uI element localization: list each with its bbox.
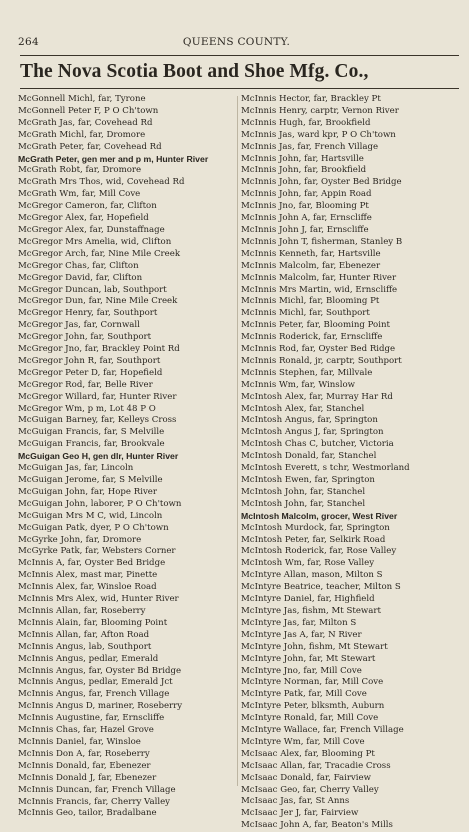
directory-entry: McIsaac Jer J, far, Fairview xyxy=(241,808,359,819)
directory-entry: McGonnell Peter F, P O Ch'town xyxy=(18,105,159,116)
directory-entry: McIsaac Alex, far, Blooming Pt xyxy=(241,748,375,759)
directory-entry: McIntyre Wallace, far, French Village xyxy=(241,725,404,736)
directory-entry: McInnis John, far, Appin Road xyxy=(241,189,372,200)
directory-entry: McInnis Chas, far, Hazel Grove xyxy=(18,725,154,736)
directory-entry: McInnis John, far, Oyster Bed Bridge xyxy=(241,177,402,188)
directory-entry: McInnis John J, far, Ernscliffe xyxy=(241,224,369,235)
directory-entry: McInnis Francis, far, Cherry Valley xyxy=(18,796,171,807)
directory-entry: McIsaac John A, far, Beaton's Mills xyxy=(241,820,393,831)
directory-entry: McInnis Michl, far, Southport xyxy=(241,308,370,319)
directory-entry: McIntosh Malcolm, grocer, West River xyxy=(241,510,398,521)
directory-entry: McGregor Willard, far, Hunter River xyxy=(18,391,177,402)
directory-entry: McInnis Angus, far, Oyster Bd Bridge xyxy=(18,665,182,676)
right-column xyxy=(241,94,465,832)
directory-entry: McInnis Hector, far, Brackley Pt xyxy=(241,94,381,104)
directory-entry: McGrath Robt, far, Dromore xyxy=(18,165,142,176)
directory-entry: McInnis Roderick, far, Ernscliffe xyxy=(241,332,383,343)
directory-entry: McInnis Malcolm, far, Hunter River xyxy=(241,272,397,283)
directory-entry: McGrath Wm, far, Mill Cove xyxy=(18,189,141,200)
directory-entry: McIntyre Jas A, far, N River xyxy=(241,629,362,640)
directory-entry: McInnis Augustine, far, Ernscliffe xyxy=(18,713,165,724)
directory-entry: McInnis John T, fisherman, Stanley B xyxy=(241,236,403,247)
directory-entry: McGuigan Jerome, far, S Melville xyxy=(18,475,163,486)
directory-entry: McInnis Angus, lab, Southport xyxy=(18,641,152,652)
directory-entry: McGregor John, far, Southport xyxy=(18,332,152,343)
directory-entry: McInnis Peter, far, Blooming Point xyxy=(241,320,390,331)
directory-entry: McGregor Rod, far, Belle River xyxy=(18,379,153,390)
directory-entry: McInnis Angus, pedlar, Emerald Jct xyxy=(18,677,173,688)
directory-entry: McGrath Jas, far, Covehead Rd xyxy=(18,117,153,128)
directory-entry: McIntosh Peter, far, Selkirk Road xyxy=(241,534,386,545)
directory-entry: McGrath Peter, gen mer and p m, Hunter River xyxy=(18,153,209,164)
directory-entry: McInnis John A, far, Ernscliffe xyxy=(241,213,372,224)
directory-entry: McIntosh Everett, s tchr, Westmorland xyxy=(241,463,410,474)
left-column xyxy=(18,94,238,820)
directory-entry: McInnis Ronald, jr, carptr, Southport xyxy=(241,355,402,366)
directory-entry: McGregor Jas, far, Cornwall xyxy=(18,320,140,331)
directory-entry: McGrath Michl, far, Dromore xyxy=(18,129,146,140)
directory-entry: McGregor Alex, far, Dunstaffnage xyxy=(18,224,165,235)
directory-entry: McGuigan John, laborer, P O Ch'town xyxy=(18,498,182,509)
directory-entry: McInnis Allan, far, Roseberry xyxy=(18,606,146,616)
directory-entry: McGregor Jno, far, Brackley Point Rd xyxy=(18,344,180,355)
directory-entry: McInnis John, far, Hartsville xyxy=(241,153,364,164)
directory-entry: McInnis Alex, mast mar, Pinette xyxy=(18,570,158,581)
directory-entry: McIsaac Allan, far, Tracadie Cross xyxy=(241,760,391,771)
directory-entry: McGuigan John, far, Hope River xyxy=(18,486,157,497)
directory-entry: McIntosh Roderick, far, Rose Valley xyxy=(241,546,397,557)
directory-entry: McInnis Jas, far, French Village xyxy=(241,141,379,152)
directory-entry: McIntyre Jno, far, Mill Cove xyxy=(241,665,362,676)
directory-entry: McGyrke Patk, far, Websters Corner xyxy=(18,546,176,557)
directory-entry: McInnis Angus, far, French Village xyxy=(18,689,170,700)
directory-entry: McGregor Arch, far, Nine Mile Creek xyxy=(18,248,181,259)
running-title: QUEENS COUNTY. xyxy=(182,36,291,48)
directory-entry: McIntosh Donald, far, Stanchel xyxy=(241,451,377,462)
directory-entry: McInnis Henry, carptr, Vernon River xyxy=(241,105,399,116)
directory-entry: McGonnell Michl, far, Tyrone xyxy=(18,94,146,104)
directory-entry: McInnis Kenneth, far, Hartsville xyxy=(241,248,381,259)
directory-entry: McIntosh Chas C, butcher, Victoria xyxy=(241,439,394,450)
directory-entry: McInnis Donald J, far, Ebenezer xyxy=(18,772,157,783)
directory-entry: McInnis A, far, Oyster Bed Bridge xyxy=(18,558,166,569)
directory-entry: McIntosh Angus J, far, Springton xyxy=(241,427,384,438)
directory-entry: McInnis Duncan, far, French Village xyxy=(18,784,176,795)
directory-entry: McInnis Stephen, far, Millvale xyxy=(241,367,373,378)
directory-entry: McGregor Cameron, far, Clifton xyxy=(18,201,157,212)
directory-entry: McIntyre John, far, Mt Stewart xyxy=(241,653,376,664)
directory-entry: McInnis Angus, pedlar, Emerald xyxy=(18,653,159,664)
directory-entry: McGrath Mrs Thos, wid, Covehead Rd xyxy=(18,177,185,188)
directory-entry: McIntosh John, far, Stanchel xyxy=(241,486,366,497)
directory-entry: McInnis Jas, ward kpr, P O Ch'town xyxy=(241,129,396,140)
directory-entry: McGuigan Francis, far, S Melville xyxy=(18,427,165,438)
directory-entry: McInnis Mrs Alex, wid, Hunter River xyxy=(18,594,179,605)
directory-entry: McGregor Wm, p m, Lot 48 P O xyxy=(18,403,156,414)
directory-entry: McGuigan Jas, far, Lincoln xyxy=(18,463,134,474)
directory-entry: McGregor Alex, far, Hopefield xyxy=(18,213,149,224)
directory-entry: McIntosh Ewen, far, Springton xyxy=(241,475,375,485)
directory-entry: McInnis Jno, far, Blooming Pt xyxy=(241,201,369,212)
directory-entry: McInnis Daniel, far, Winsloe xyxy=(18,736,141,747)
directory-entry: McGregor Henry, far, Southport xyxy=(18,308,158,319)
directory-entry: McIntyre Norman, far, Mill Cove xyxy=(241,677,384,688)
advertisement-banner: The Nova Scotia Boot and Shoe Mfg. Co., xyxy=(20,55,459,89)
directory-entry: McInnis Alex, far, Winsloe Road xyxy=(18,582,157,593)
directory-entry: McGuigan Mrs M C, wid, Lincoln xyxy=(18,510,163,521)
directory-entry: McIntyre Peter, blksmth, Auburn xyxy=(241,701,385,712)
directory-entry: McInnis Wm, far, Winslow xyxy=(241,379,355,390)
directory-entry: McInnis Mrs Martin, wid, Ernscliffe xyxy=(241,284,398,295)
directory-entry: McInnis Hugh, far, Brookfield xyxy=(241,117,371,128)
directory-entry: McInnis John, far, Brookfield xyxy=(241,165,367,176)
directory-entry: McIntyre Patk, far, Mill Cove xyxy=(241,689,367,700)
page-header xyxy=(18,36,455,52)
directory-entry: McInnis Allan, far, Afton Road xyxy=(18,629,150,640)
directory-entry: McIntosh Alex, far, Stanchel xyxy=(241,403,365,414)
directory-entry: McGregor Mrs Amelia, wid, Clifton xyxy=(18,236,172,247)
directory-entry: McGregor David, far, Clifton xyxy=(18,272,143,283)
directory-entry: McInnis Donald, far, Ebenezer xyxy=(18,760,151,771)
directory-entry: McIntosh Angus, far, Springton xyxy=(241,415,378,426)
directory-entry: McIntosh Murdock, far, Springton xyxy=(241,522,390,533)
directory-entry: McIntosh John, far, Stanchel xyxy=(241,498,366,509)
directory-entry: McGregor Dun, far, Nine Mile Creek xyxy=(18,296,178,307)
directory-entry: McGuigan Barney, far, Kelleys Cross xyxy=(18,415,177,426)
column-divider xyxy=(237,96,238,786)
page-number: 264 xyxy=(18,36,39,48)
directory-entry: McGregor Duncan, lab, Southport xyxy=(18,284,167,295)
directory-entry: McInnis Michl, far, Blooming Pt xyxy=(241,296,380,307)
directory-entry: McInnis Malcolm, far, Ebenezer xyxy=(241,260,381,271)
directory-entry: McGyrke John, far, Dromore xyxy=(18,534,142,545)
directory-entry: McIntyre Ronald, far, Mill Cove xyxy=(241,713,379,724)
directory-entry: McInnis Don A, far, Roseberry xyxy=(18,748,150,759)
directory-entry: McIntyre Daniel, far, Highfield xyxy=(241,594,375,605)
directory-entry: McInnis Alain, far, Blooming Point xyxy=(18,617,168,628)
directory-entry: McIsaac Geo, far, Cherry Valley xyxy=(241,784,379,795)
directory-entry: McGregor Peter D, far, Hopefield xyxy=(18,367,163,378)
directory-entry: McIntyre John, fishm, Mt Stewart xyxy=(241,641,388,652)
directory-entry: McIsaac Donald, far, Fairview xyxy=(241,772,371,783)
directory-entry: McGrath Peter, far, Covehead Rd xyxy=(18,141,162,152)
directory-entry: McIntosh Wm, far, Rose Valley xyxy=(241,558,375,569)
directory-entry: McInnis Angus D, mariner, Roseberry xyxy=(18,701,183,712)
directory-entry: McGuigan Geo H, gen dlr, Hunter River xyxy=(18,451,179,462)
directory-entry: McGuigan Patk, dyer, P O Ch'town xyxy=(18,522,169,533)
directory-entry: McIntyre Jas, fishm, Mt Stewart xyxy=(241,605,381,616)
directory-entry: McIntosh Alex, far, Murray Har Rd xyxy=(241,391,393,402)
directory-entry: McGregor John R, far, Southport xyxy=(18,355,161,366)
directory-entry: McGuigan Francis, far, Brookvale xyxy=(18,439,165,450)
directory-entry: McGregor Chas, far, Clifton xyxy=(18,260,139,271)
directory-entry: McIntyre Allan, mason, Milton S xyxy=(241,570,383,581)
directory-entry: McIntyre Beatrice, teacher, Milton S xyxy=(241,582,401,593)
directory-entry: McIsaac Jas, far, St Anns xyxy=(241,796,350,807)
directory-entry: McInnis Geo, tailor, Bradalbane xyxy=(18,808,157,819)
directory-entry: McIntyre Wm, far, Mill Cove xyxy=(241,736,365,747)
directory-entry: McIntyre Jas, far, Milton S xyxy=(241,617,357,628)
directory-entry: McInnis Rod, far, Oyster Bed Ridge xyxy=(241,344,396,355)
